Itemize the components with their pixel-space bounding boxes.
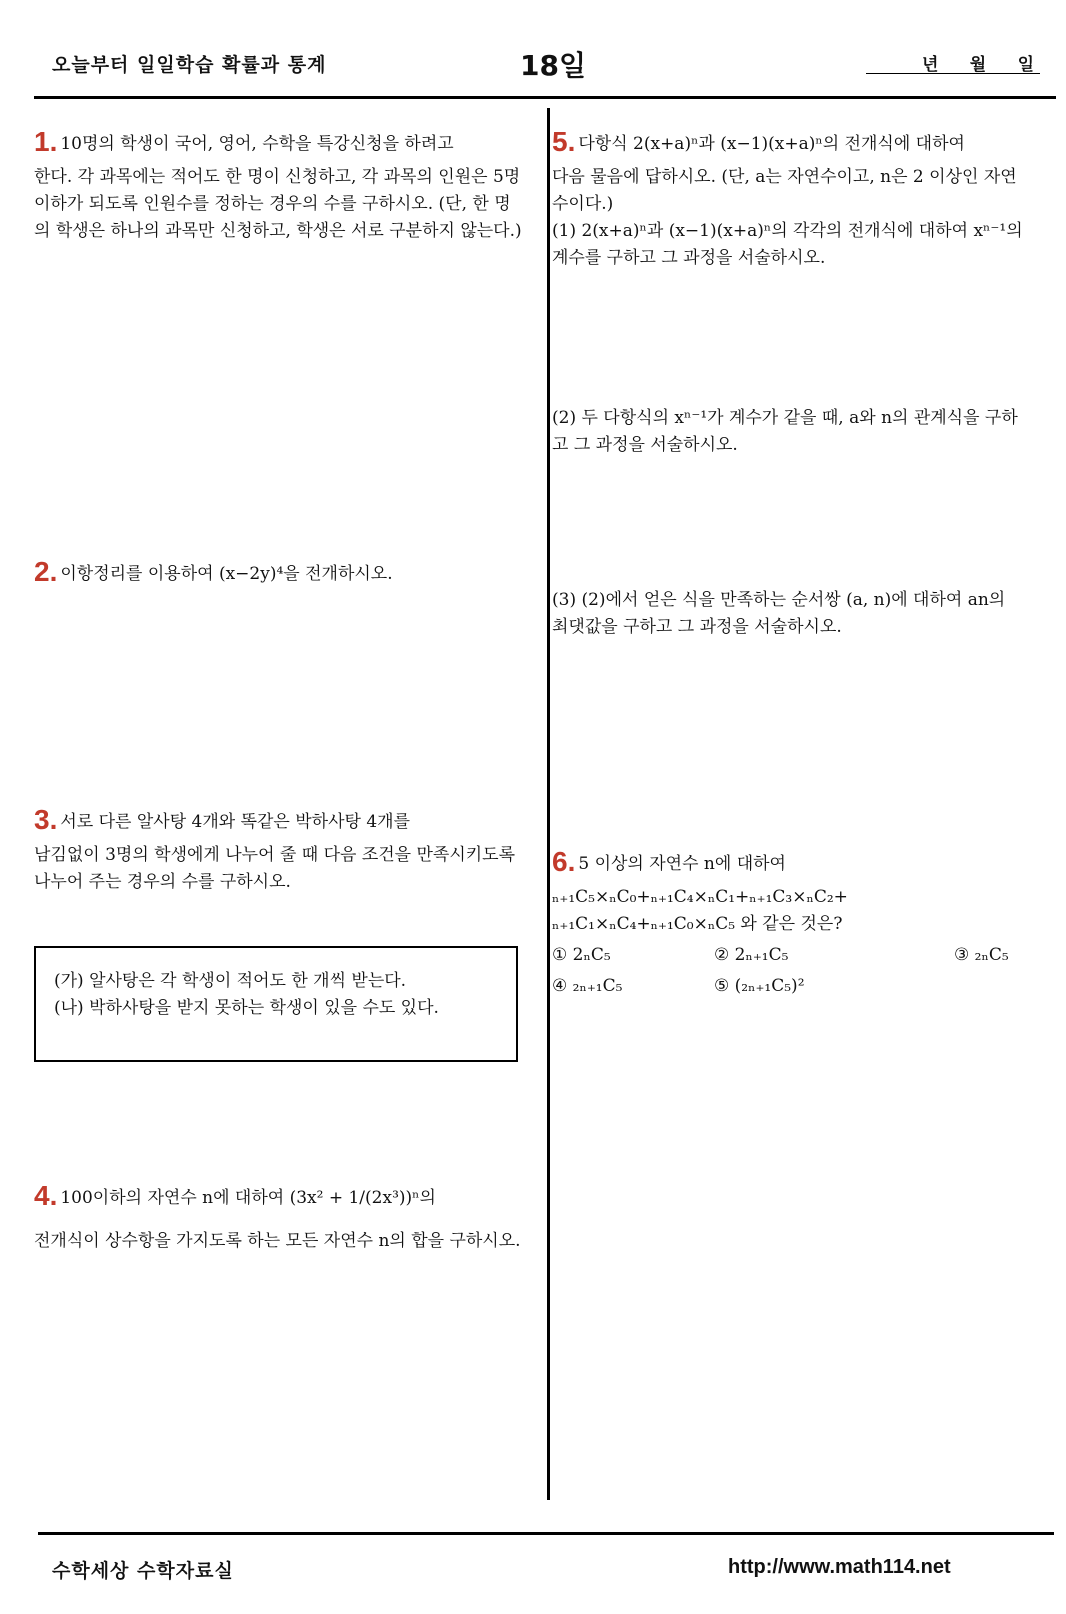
option-5[interactable]: ⑤ (₂ₙ₊₁C₅)² — [714, 976, 805, 996]
question-4 — [34, 1182, 524, 1255]
day-field-label: 일 — [1017, 55, 1034, 75]
question-5-part-2 — [552, 405, 1026, 459]
year-label: 년 — [922, 55, 939, 75]
question-number: 2. — [34, 556, 58, 587]
combination-expression-2: ₙ₊₁C₁×ₙC₄+ₙ₊₁C₀×ₙC₅ 와 같은 것은? — [552, 914, 843, 934]
conditions-box — [34, 946, 518, 1062]
footer-divider — [38, 1532, 1054, 1535]
sub-question-2: (2) 두 다항식의 xⁿ⁻¹가 계수가 같을 때, a와 n의 관계식을 구하고 그 과정을 서술하시오. — [552, 408, 1018, 455]
question-number: 4. — [34, 1180, 58, 1211]
question-number: 6. — [552, 846, 576, 877]
question-6 — [552, 848, 1026, 1000]
sub-question-1: (1) 2(x+a)ⁿ과 (x−1)(x+a)ⁿ의 각각의 전개식에 대하여 xⁿ⁻¹의 계수를 구하고 그 과정을 서술하시오. — [552, 221, 1023, 268]
header-divider — [34, 96, 1056, 99]
question-5-part-3 — [552, 587, 1026, 641]
option-2[interactable]: ② 2ₙ₊₁C₅ — [714, 945, 789, 965]
combination-expression-1: ₙ₊₁C₅×ₙC₀+ₙ₊₁C₄×ₙC₁+ₙ₊₁C₃×ₙC₂+ — [552, 887, 848, 907]
question-text: 한다. 각 과목에는 적어도 한 명이 신청하고, 각 과목의 인원은 5명 이하가 되도록 인원수를 정하는 경우의 수를 구하시오. (단, 한 명의 학생은 하나의 과목만 신청하고, 학생은 서로 구분하지 않는다.) — [34, 167, 522, 241]
question-number: 1. — [34, 126, 58, 157]
condition-ga: (가) 알사탕은 각 학생이 적어도 한 개씩 받는다. — [54, 971, 407, 991]
option-1[interactable]: ① 2ₙC₅ — [552, 945, 611, 965]
option-3[interactable]: ③ ₂ₙC₅ — [954, 945, 1009, 965]
question-first-line: 5 이상의 자연수 n에 대하여 — [578, 854, 786, 874]
question-text: 전개식이 상수항을 가지도록 하는 모든 자연수 n의 합을 구하시오. — [34, 1231, 521, 1251]
footer-url[interactable]: http://www.math114.net — [728, 1556, 951, 1578]
question-text: 이항정리를 이용하여 (x−2y)⁴을 전개하시오. — [60, 564, 393, 584]
question-number: 5. — [552, 126, 576, 157]
question-first-line: 다항식 2(x+a)ⁿ과 (x−1)(x+a)ⁿ의 전개식에 대하여 — [578, 134, 965, 154]
date-underline — [866, 73, 1040, 74]
option-4[interactable]: ④ ₂ₙ₊₁C₅ — [552, 976, 623, 996]
worksheet-title: 오늘부터 일일학습 확률과 통계 — [52, 54, 327, 76]
question-first-line: 서로 다른 알사탕 4개와 똑같은 박하사탕 4개를 — [60, 812, 411, 832]
month-label: 월 — [969, 55, 987, 75]
question-2 — [34, 558, 524, 588]
date-fields — [866, 50, 1040, 75]
question-first-line: 10명의 학생이 국어, 영어, 수학을 특강신청을 하려고 — [60, 134, 454, 154]
question-number: 3. — [34, 804, 58, 835]
question-3 — [34, 806, 524, 896]
question-first-line: 100이하의 자연수 n에 대하여 (3x² + 1/(2x³))ⁿ의 — [60, 1188, 436, 1208]
answer-options — [552, 942, 1026, 1000]
sub-question-3: (3) (2)에서 얻은 식을 만족하는 순서쌍 (a, n)에 대하여 an의 최댓값을 구하고 그 과정을 서술하시오. — [552, 590, 1006, 637]
footer-site-name: 수학세상 수학자료실 — [52, 1560, 234, 1582]
condition-na: (나) 박하사탕을 받지 못하는 학생이 있을 수도 있다. — [54, 998, 439, 1018]
question-text: 다음 물음에 답하시오. (단, a는 자연수이고, n은 2 이상인 자연수이다.) — [552, 167, 1017, 214]
question-text: 남김없이 3명의 학생에게 나누어 줄 때 다음 조건을 만족시키도록 나누어 주는 경우의 수를 구하시오. — [34, 845, 516, 892]
question-5 — [552, 128, 1026, 272]
column-divider — [547, 108, 550, 1500]
day-label: 18일 — [520, 49, 587, 82]
question-1 — [34, 128, 524, 245]
